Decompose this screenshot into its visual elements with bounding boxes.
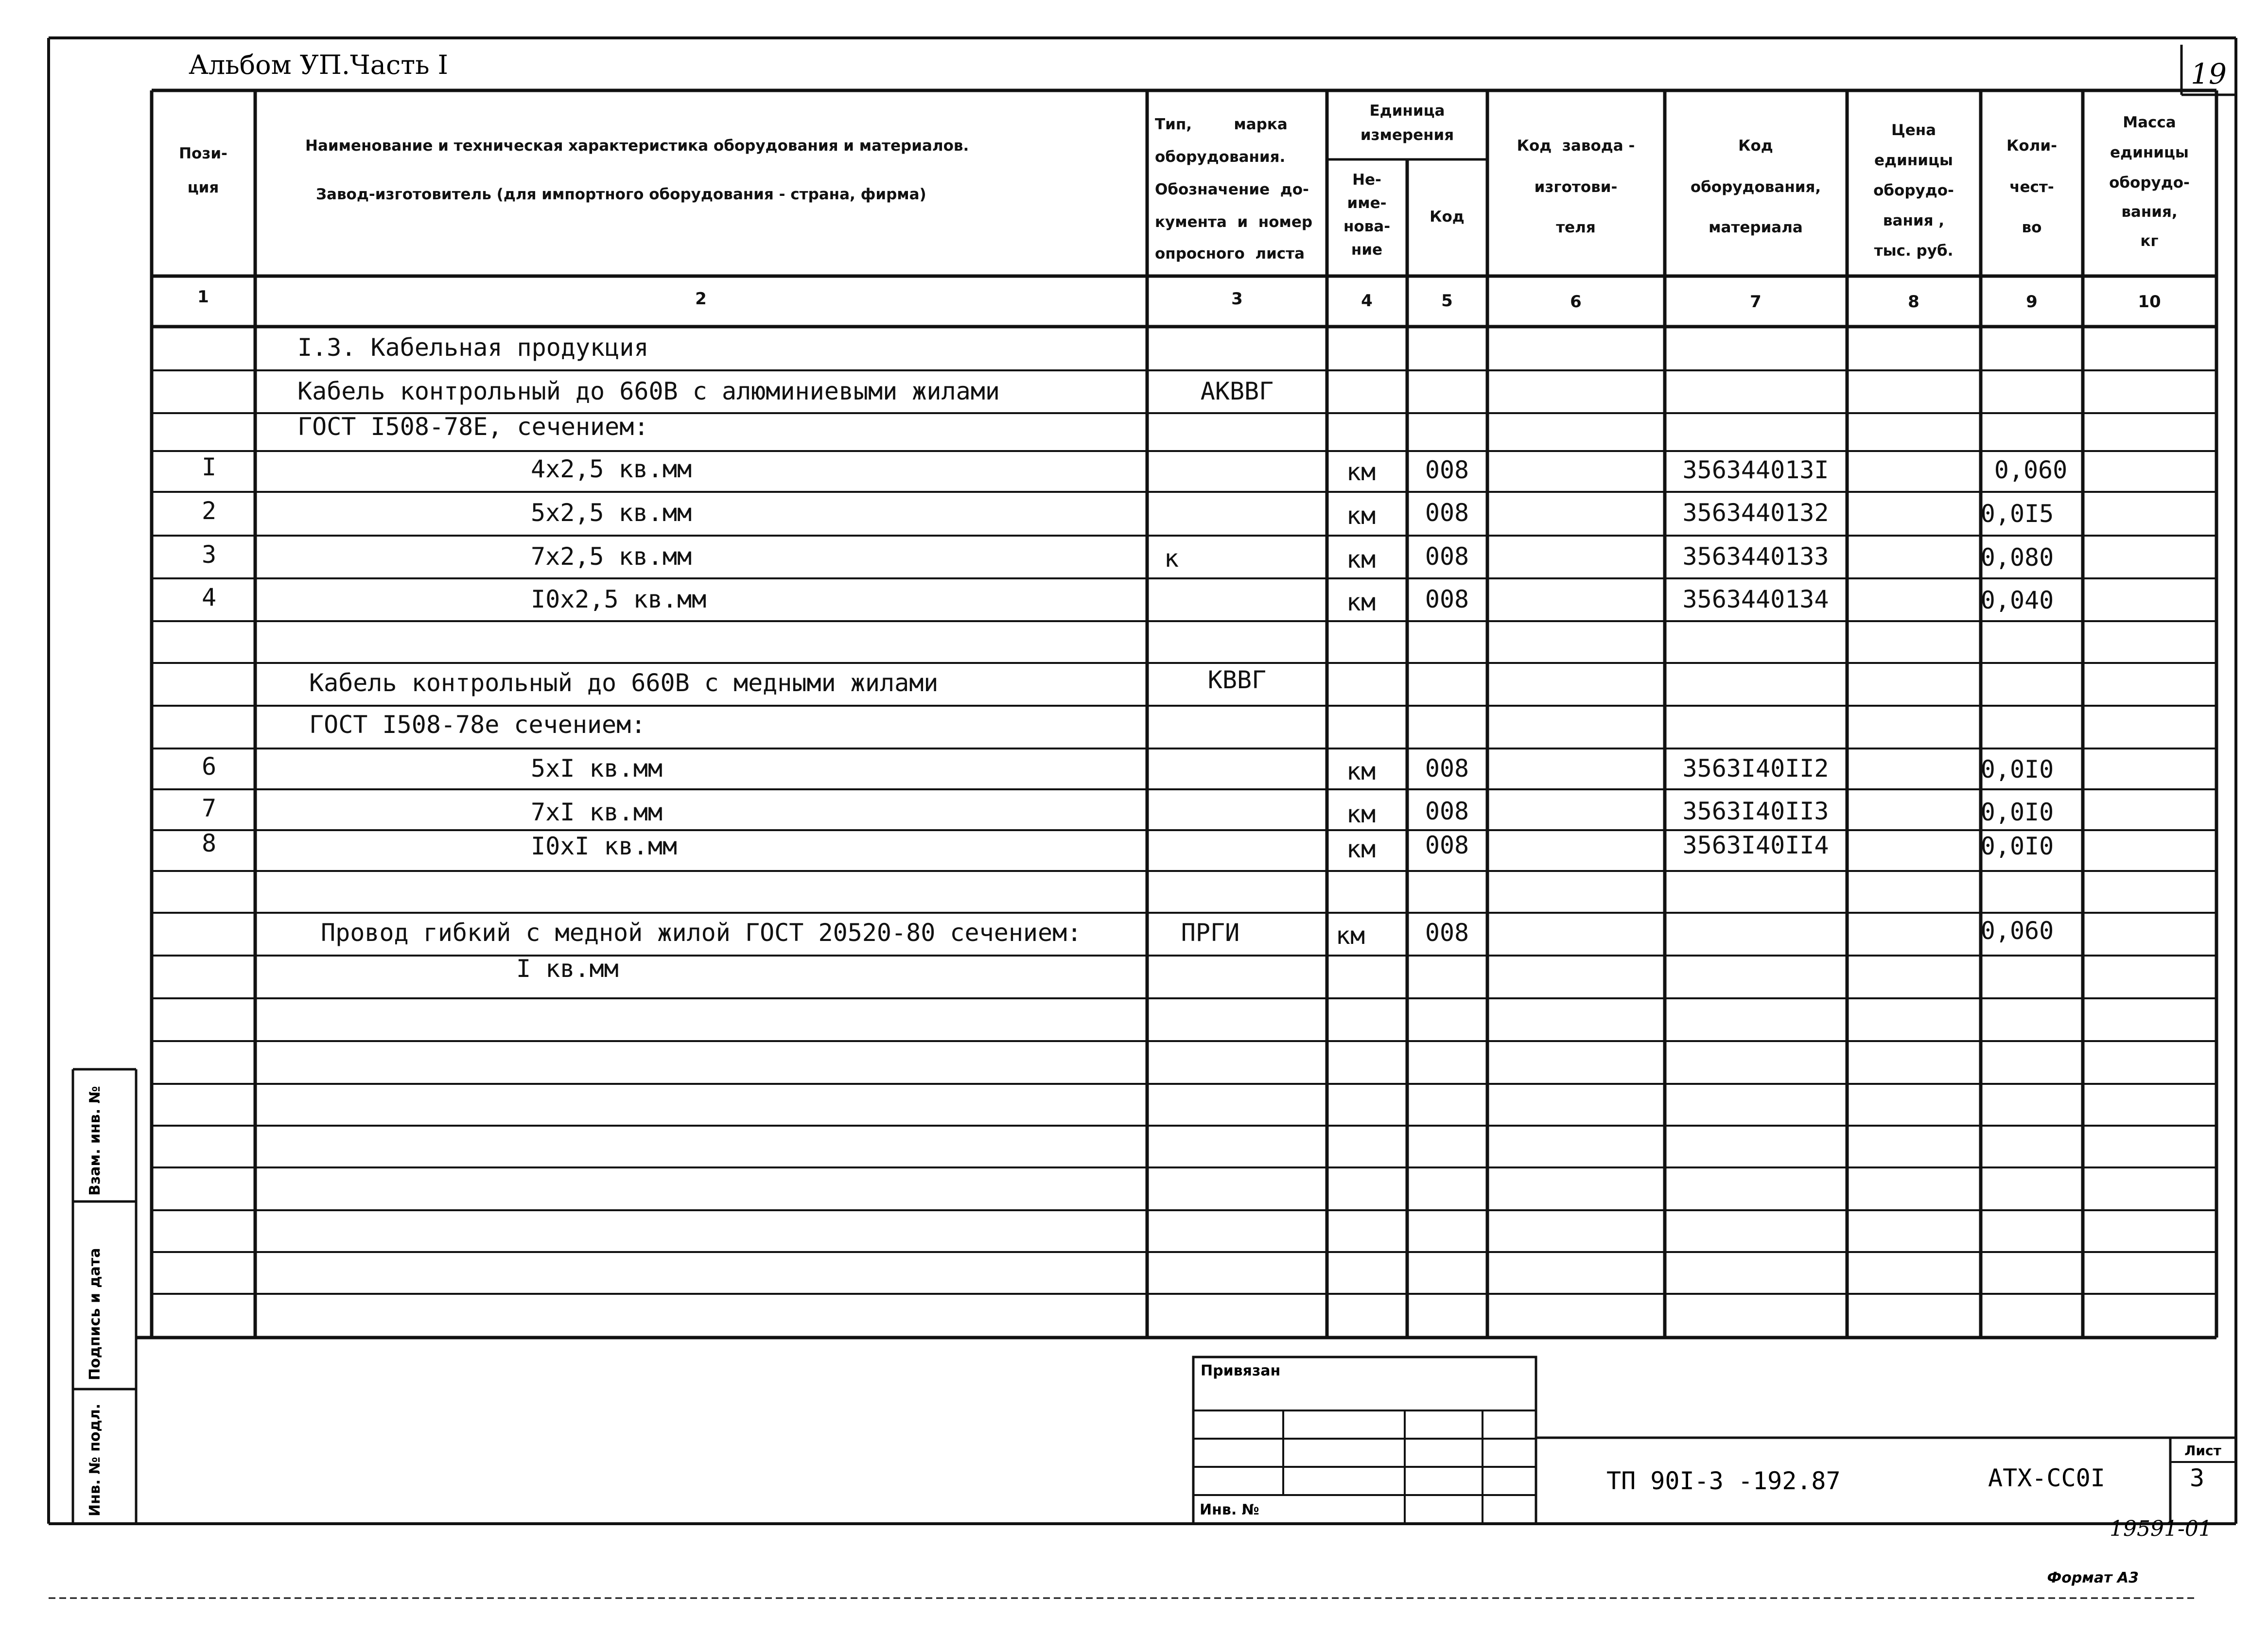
row-unit-code: 008	[1425, 499, 1469, 527]
row-name: ГОСТ I508-78Е, сечением:	[297, 413, 649, 441]
column-number-row	[197, 287, 2161, 312]
header-maker-1: Код завода -	[1517, 137, 1635, 155]
row-unit: км	[1346, 458, 1376, 486]
row-unit-code: 008	[1425, 797, 1469, 825]
column-number: 6	[1570, 292, 1582, 312]
row-unit: км	[1346, 502, 1376, 530]
row-equip-code: 3563I40II2	[1682, 754, 1829, 783]
side-label-podpis: Подпись и дата	[87, 1248, 104, 1380]
header-pos-2: ция	[187, 179, 219, 196]
stamp-inv-no: Инв. №	[1200, 1501, 1259, 1518]
column-number: 3	[1231, 289, 1243, 309]
row-name: Провод гибкий с медной жилой ГОСТ 20520-80 сечением:	[321, 919, 1082, 947]
row-unit: км	[1335, 922, 1365, 950]
row-unit: км	[1346, 800, 1376, 828]
stamp-sheet-code: АТХ-СС0I	[1988, 1464, 2105, 1492]
header-qty-2: чест-	[2009, 178, 2054, 196]
header-price-4: вания ,	[1883, 212, 1945, 229]
row-name: 7х2,5 кв.мм	[531, 542, 692, 571]
stamp-sheet-no: 3	[2189, 1464, 2205, 1492]
row-unit-code: 008	[1425, 542, 1469, 571]
column-number: 7	[1750, 292, 1762, 312]
row-type: АКВВГ	[1200, 377, 1274, 405]
header-type-1: Тип, марка	[1155, 116, 1288, 133]
column-number: 1	[197, 287, 209, 307]
stamp-doc-code: ТП 90I-3 -192.87	[1606, 1467, 1841, 1495]
row-pos: 7	[201, 794, 217, 822]
header-unit-name-1: Не-	[1352, 171, 1381, 189]
row-name: 5х2,5 кв.мм	[531, 499, 692, 527]
column-number: 8	[1908, 292, 1919, 312]
row-equip-code: 356344013I	[1682, 456, 1829, 484]
row-qty: 0,060	[1994, 456, 2068, 484]
row-unit: км	[1346, 835, 1376, 863]
row-equip-code: 3563440132	[1682, 499, 1829, 527]
header-type-5: опросного листа	[1155, 245, 1305, 262]
table-header	[179, 102, 2190, 262]
row-unit: км	[1346, 588, 1376, 616]
row-qty: 0,0I5	[1980, 500, 2054, 528]
stamp-sheet-label: Лист	[2184, 1443, 2221, 1459]
row-equip-code: 3563I40II4	[1682, 831, 1829, 859]
column-number: 4	[1361, 291, 1373, 311]
header-unit-name-4: ние	[1351, 241, 1383, 259]
row-pos: 4	[201, 583, 217, 611]
row-type: КВВГ	[1207, 666, 1267, 694]
header-mass-4: вания,	[2121, 203, 2178, 221]
row-pos: 2	[201, 497, 217, 525]
row-pos: 6	[201, 752, 217, 781]
stamp-privyazan: Привязан	[1201, 1362, 1281, 1379]
column-number: 2	[695, 289, 707, 309]
header-unit-code: Код	[1430, 208, 1465, 226]
header-price-2: единицы	[1874, 152, 1953, 169]
row-name: 5хI кв.мм	[531, 754, 663, 783]
header-unit-name-3: нова-	[1343, 218, 1391, 235]
row-name: 7хI кв.мм	[531, 798, 663, 826]
header-price-5: тыс. руб.	[1874, 242, 1954, 260]
row-unit-code: 008	[1425, 831, 1469, 859]
row-unit-code: 008	[1425, 585, 1469, 613]
header-equip-2: оборудования,	[1690, 178, 1821, 196]
header-unit-1: Единица	[1369, 102, 1445, 120]
row-pos: I	[201, 453, 217, 481]
column-number: 10	[2138, 292, 2161, 312]
row-type: ПРГИ	[1181, 919, 1240, 947]
row-name: Кабель контрольный до 660В с алюминиевыми жилами	[297, 377, 1000, 405]
row-name: I0х2,5 кв.мм	[531, 585, 707, 613]
row-equip-code: 3563440134	[1682, 585, 1829, 613]
header-qty-3: во	[2022, 219, 2042, 236]
row-qty: 0,040	[1980, 586, 2054, 614]
column-number: 5	[1441, 291, 1453, 311]
row-unit-code: 008	[1425, 456, 1469, 484]
row-qty: 0,060	[1980, 917, 2054, 945]
header-maker-3: теля	[1556, 219, 1596, 236]
header-mass-5: кг	[2140, 232, 2159, 250]
row-qty: 0,0I0	[1980, 755, 2054, 783]
row-name: Кабель контрольный до 660В с медными жилами	[309, 669, 939, 697]
header-name-2: Завод-изготовитель (для импортного оборудования - страна, фирма)	[316, 186, 926, 203]
row-unit-code: 008	[1425, 754, 1469, 783]
row-name: ГОСТ I508-78е сечением:	[309, 711, 646, 739]
header-mass-1: Масса	[2123, 114, 2176, 131]
side-label-vzam: Взам. инв. №	[87, 1086, 104, 1196]
row-unit-code: 008	[1425, 919, 1469, 947]
header-mass-3: оборудо-	[2109, 174, 2190, 191]
row-unit: км	[1346, 757, 1376, 785]
row-unit: км	[1346, 545, 1376, 574]
row-qty: 0,0I0	[1980, 798, 2054, 826]
row-equip-code: 3563I40II3	[1682, 797, 1829, 825]
page-number: 19	[2191, 57, 2227, 90]
row-equip-code: 3563440133	[1682, 542, 1829, 571]
header-name-1: Наименование и техническая характеристика оборудования и материалов.	[305, 137, 969, 155]
row-name: I кв.мм	[516, 955, 619, 983]
row-qty: 0,080	[1980, 543, 2054, 572]
header-type-4: кумента и номер	[1155, 213, 1313, 231]
header-mass-2: единицы	[2110, 144, 2189, 161]
row-name: 4х2,5 кв.мм	[531, 455, 692, 483]
table-body	[202, 333, 2067, 983]
row-type: к	[1164, 544, 1179, 573]
stamp-archive-no: 19591-01	[2110, 1516, 2212, 1541]
header-equip-3: материала	[1709, 219, 1803, 236]
column-number: 9	[2026, 292, 2038, 312]
header-type-3: Обозначение до-	[1155, 181, 1309, 198]
format-label: Формат А3	[2047, 1569, 2139, 1586]
header-price-1: Цена	[1891, 122, 1937, 139]
album-title: Альбом УП.Часть I	[189, 50, 449, 80]
row-qty: 0,0I0	[1980, 832, 2054, 860]
header-type-2: оборудования.	[1155, 148, 1286, 166]
section-title: I.3. Кабельная продукция	[297, 333, 649, 362]
stamp-grid	[1193, 1357, 2236, 1524]
side-strip	[73, 1069, 136, 1524]
row-name: I0хI кв.мм	[531, 832, 678, 860]
header-maker-2: изготови-	[1534, 178, 1618, 196]
row-pos: 3	[201, 540, 217, 569]
row-pos: 8	[201, 829, 217, 857]
header-price-3: оборудо-	[1873, 182, 1954, 199]
header-qty-1: Коли-	[2006, 137, 2057, 155]
side-label-inv: Инв. № подл.	[87, 1403, 104, 1516]
header-unit-name-2: име-	[1347, 194, 1387, 212]
sheet-frame	[49, 38, 2236, 1524]
header-unit-2: измерения	[1360, 126, 1454, 144]
header-pos-1: Пози-	[179, 145, 227, 162]
header-equip-1: Код	[1738, 137, 1773, 155]
